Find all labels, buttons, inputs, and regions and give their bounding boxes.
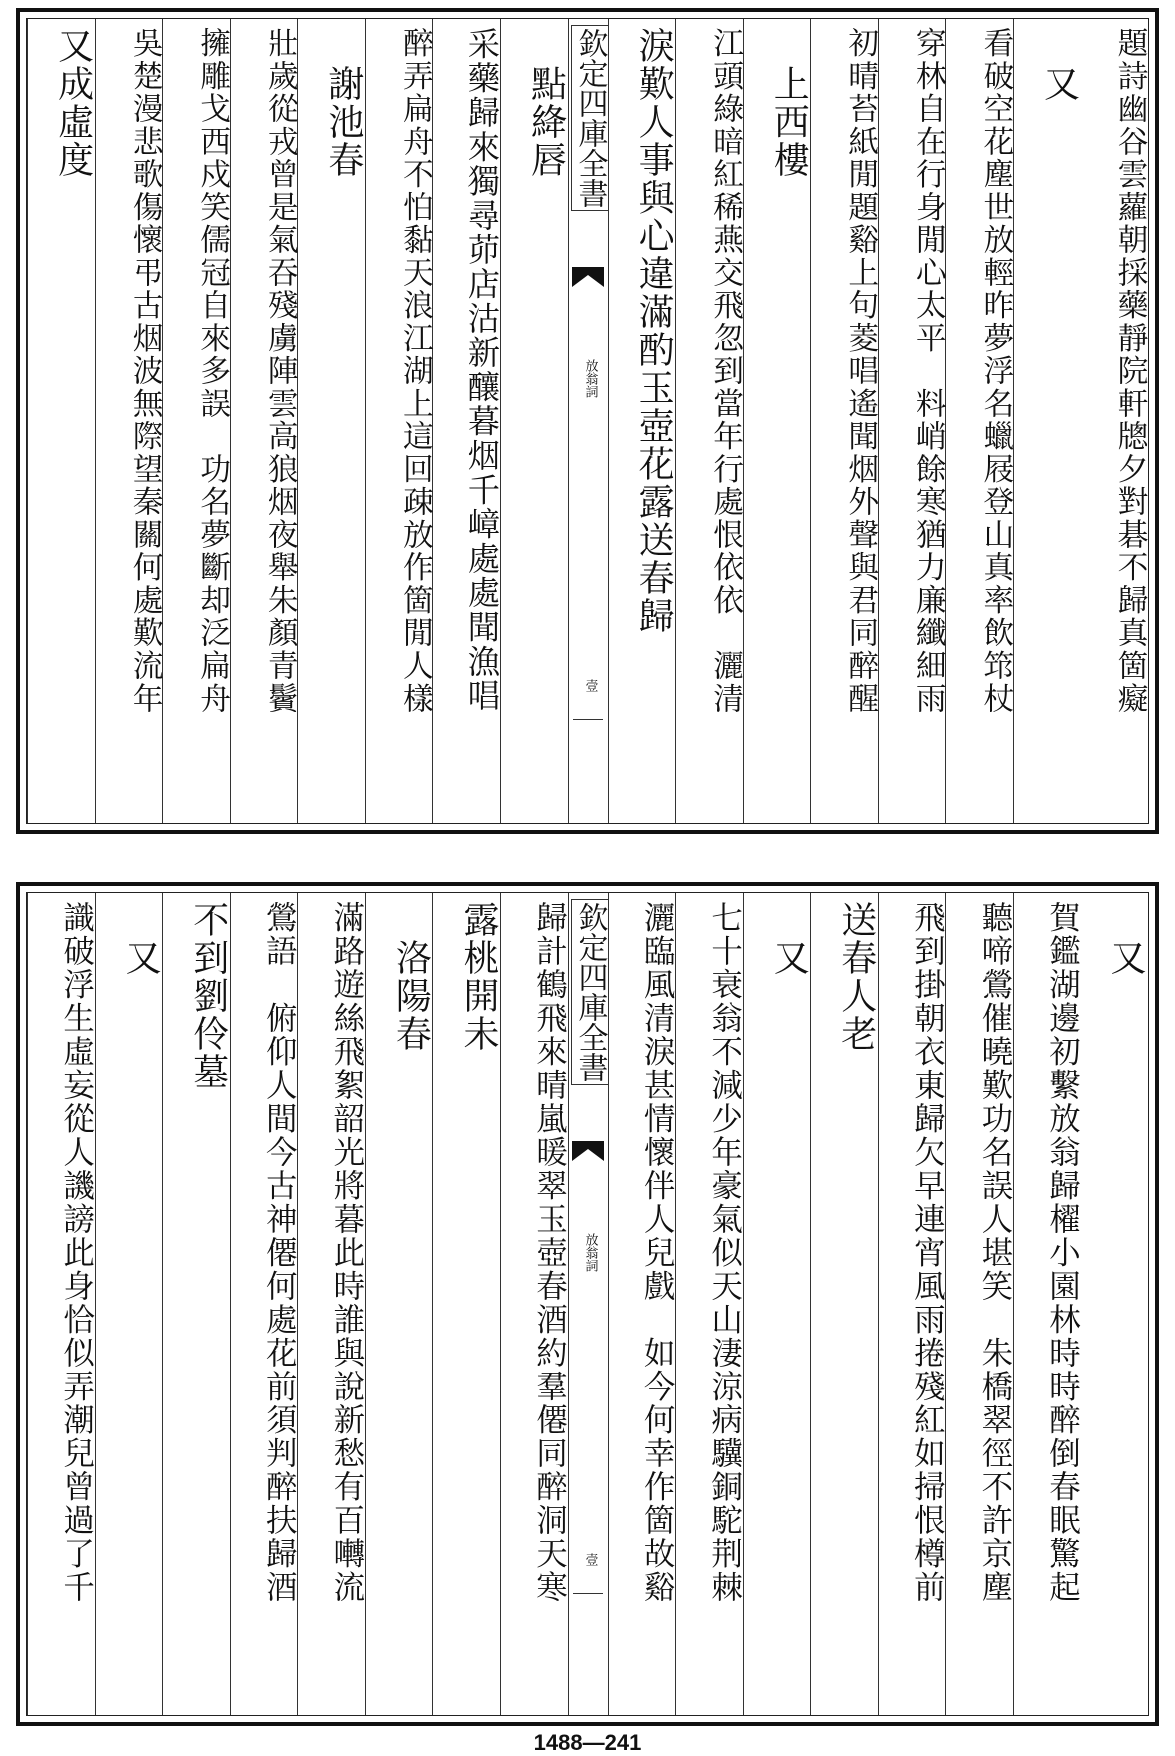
spine-leaf-number: 壹 xyxy=(582,1553,598,1566)
fish-tail-spine xyxy=(568,19,608,823)
fish-tail-mark xyxy=(572,1141,604,1161)
column-text: 又 xyxy=(1038,27,1080,103)
column xyxy=(162,893,230,1715)
column xyxy=(810,893,878,1715)
column xyxy=(432,19,500,823)
column-text: 初晴苔紙閒題谿上句菱唱遙聞烟外聲與君同醉醒 xyxy=(842,27,879,715)
spine-title: 欽定四庫全書 xyxy=(571,25,609,211)
column-text: 歸計鶴飛來晴嵐暖翠玉壺春酒約羣僊同醉洞天寒 xyxy=(531,901,568,1604)
column xyxy=(608,893,676,1715)
column xyxy=(500,893,568,1715)
column xyxy=(230,893,298,1715)
column-text: 上西樓 xyxy=(768,27,810,179)
column-text: 壯歲從戎曾是氣吞殘虜陣雲高狼烟夜舉朱顏青鬢 xyxy=(262,27,299,715)
column-text: 又成虛度 xyxy=(52,27,94,179)
column-text: 淚歎人事與心違滿酌玉壺花露送春歸 xyxy=(633,27,675,635)
column xyxy=(1080,19,1148,823)
upper-page-frame xyxy=(26,18,1149,824)
fish-tail-mark xyxy=(572,267,604,287)
column xyxy=(95,893,163,1715)
column xyxy=(810,19,878,823)
column-text: 又 xyxy=(120,901,162,977)
lower-page xyxy=(16,882,1159,1726)
column-text: 滿路遊絲飛絮韶光將暮此時誰與說新愁有百囀流 xyxy=(328,901,365,1604)
column-text: 不到劉伶墓 xyxy=(187,901,229,1091)
column xyxy=(878,19,946,823)
column-text: 洛陽春 xyxy=(390,901,432,1053)
column-text: 江頭綠暗紅稀燕交飛忽到當年行處恨依依 灑清 xyxy=(707,27,744,715)
spine-label: 放翁詞 xyxy=(582,1233,598,1272)
column-text: 露桃開未 xyxy=(457,901,499,1053)
spine-rule xyxy=(573,1593,603,1594)
column xyxy=(945,19,1013,823)
column xyxy=(1013,19,1081,823)
column xyxy=(297,19,365,823)
column-text: 又 xyxy=(768,901,810,977)
column xyxy=(878,893,946,1715)
column xyxy=(743,19,811,823)
upper-page xyxy=(16,8,1159,834)
column xyxy=(1013,893,1081,1715)
column-text: 賀鑑湖邊初繫放翁歸櫂小園林時時醉倒春眠驚起 xyxy=(1044,901,1081,1604)
column-text: 點絳唇 xyxy=(525,27,567,179)
column-text: 穿林自在行身閒心太平 料峭餘寒猶力廉纖細雨 xyxy=(910,27,947,715)
column xyxy=(162,19,230,823)
column xyxy=(500,19,568,823)
column-text: 灑臨風清淚甚情懷伴人兒戲 如今何幸作箇故谿 xyxy=(639,901,676,1604)
column xyxy=(608,19,676,823)
column-text: 聽啼鶯催曉歎功名誤人堪笑 朱橋翠徑不許京塵 xyxy=(976,901,1013,1604)
column xyxy=(27,893,95,1715)
spine-rule xyxy=(573,719,603,720)
column xyxy=(27,19,95,823)
column-text: 識破浮生虛妄從人譏謗此身恰似弄潮兒曾過了千 xyxy=(58,901,95,1604)
column-text: 醉弄扁舟不怕黏天浪江湖上這回疎放作箇閒人樣 xyxy=(397,27,434,715)
column-text: 采藥歸來獨尋茆店沽新釀暮烟千嶂處處聞漁唱 xyxy=(462,27,501,713)
column xyxy=(95,19,163,823)
column xyxy=(945,893,1013,1715)
column-text: 看破空花塵世放輕昨夢浮名蠟屐登山真率飲筇杖 xyxy=(977,27,1014,715)
column xyxy=(1080,893,1148,1715)
column-text: 吳楚漫悲歌傷懷弔古烟波無際望秦關何處歎流年 xyxy=(127,27,164,715)
column xyxy=(675,893,743,1715)
spine-title: 欽定四庫全書 xyxy=(571,899,609,1085)
column xyxy=(297,893,365,1715)
column-text: 鶯語 俯仰人間今古神僊何處花前須判醉扶歸酒 xyxy=(261,901,298,1604)
lower-page-frame xyxy=(26,892,1149,1716)
column xyxy=(365,893,433,1715)
column-text: 飛到掛朝衣東歸欠早連宵風雨捲殘紅如掃恨樽前 xyxy=(909,901,946,1604)
column xyxy=(230,19,298,823)
column-text: 送春人老 xyxy=(835,901,877,1053)
column-text: 擁雕戈西戍笑儒冠自來多誤 功名夢斷却泛扁舟 xyxy=(194,27,231,715)
column-text: 題詩幽谷雲蘿朝採藥靜院軒牕夕對碁不歸真箇癡 xyxy=(1112,27,1148,715)
column-text: 又 xyxy=(1105,901,1146,977)
page-number: 1488—241 xyxy=(533,1730,642,1755)
column xyxy=(365,19,433,823)
fish-tail-spine xyxy=(568,893,608,1715)
column xyxy=(432,893,500,1715)
column-text: 謝池春 xyxy=(322,27,364,179)
spine-label: 放翁詞 xyxy=(582,359,598,398)
column xyxy=(675,19,743,823)
spine-leaf-number: 壹 xyxy=(582,679,598,692)
column-text: 七十衰翁不減少年豪氣似天山淒涼病驥銅駝荆棘 xyxy=(706,901,743,1604)
column xyxy=(743,893,811,1715)
